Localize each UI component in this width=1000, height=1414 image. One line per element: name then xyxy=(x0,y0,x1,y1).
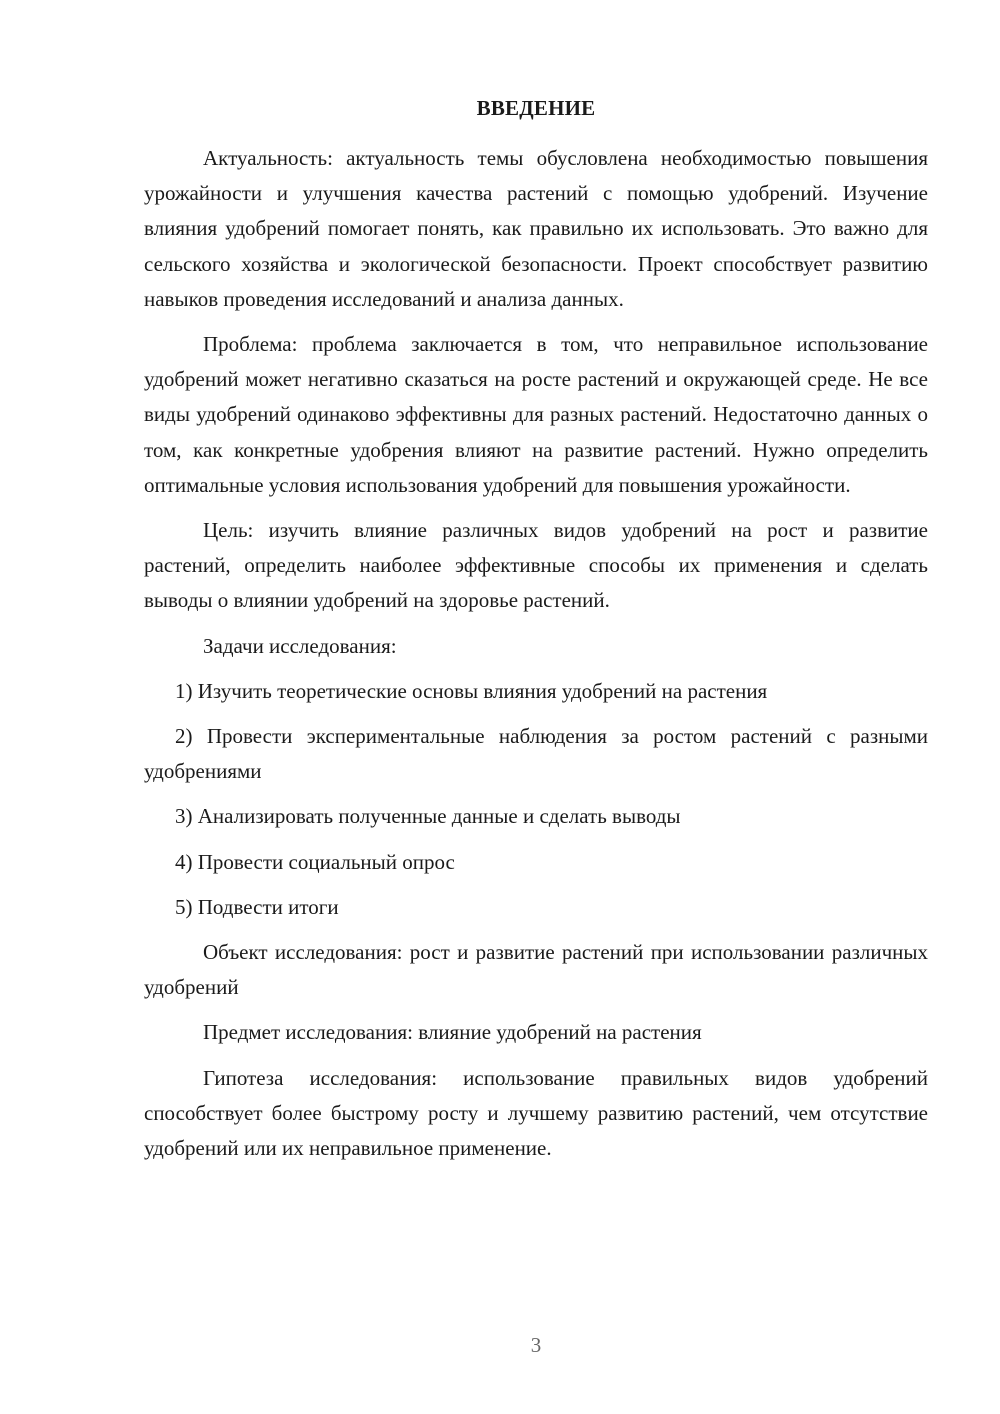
task-item-1: 1) Изучить теоретические основы влияния удобрений на растения xyxy=(175,678,768,703)
object-paragraph: Объект исследования: рост и развитие растений при использовании различных удобрений xyxy=(144,940,928,1000)
tasks-heading: Задачи исследования: xyxy=(203,633,397,658)
subject-paragraph: Предмет исследования: влияние удобрений на растения xyxy=(203,1020,702,1045)
relevance-paragraph: Актуальность: актуальность темы обусловлена необходимостью повышения урожайности и улучшения качества растений с помощью удобрений. Изучение влияния удобрений помогает понять, как правильно их использовать. Это важно для сельского хозяйства и экологической безопасности. Проект способствует развитию навыков проведения исследований и анализа данных. xyxy=(144,146,928,311)
task-item-4: 4) Провести социальный опрос xyxy=(175,849,455,874)
page-number: 3 xyxy=(530,1333,542,1357)
task-item-2: 2) Провести экспериментальные наблюдения за ростом растений с разными удобрениями xyxy=(144,724,928,784)
hypothesis-paragraph: Гипотеза исследования: использование правильных видов удобрений способствует более быстрому росту и лучшему развитию растений, чем отсутствие удобрений или их неправильное применение. xyxy=(144,1065,928,1161)
task-item-3: 3) Анализировать полученные данные и сделать выводы xyxy=(175,804,681,829)
page-title: ВВЕДЕНИЕ xyxy=(476,96,596,120)
document-body xyxy=(144,141,928,1176)
problem-paragraph: Проблема: проблема заключается в том, что неправильное использование удобрений может негативно сказаться на росте растений и окружающей среде. Не все виды удобрений одинаково эффективны для разных растений. Недостаточно данных о том, как конкретные удобрения влияют на развитие растений. Нужно определить оптимальные условия использования удобрений для повышения урожайности. xyxy=(144,332,928,497)
task-item-5: 5) Подвести итоги xyxy=(175,894,339,919)
goal-paragraph: Цель: изучить влияние различных видов удобрений на рост и развитие растений, определить наиболее эффективные способы их применения и сделать выводы о влиянии удобрений на здоровье растений. xyxy=(144,518,928,613)
